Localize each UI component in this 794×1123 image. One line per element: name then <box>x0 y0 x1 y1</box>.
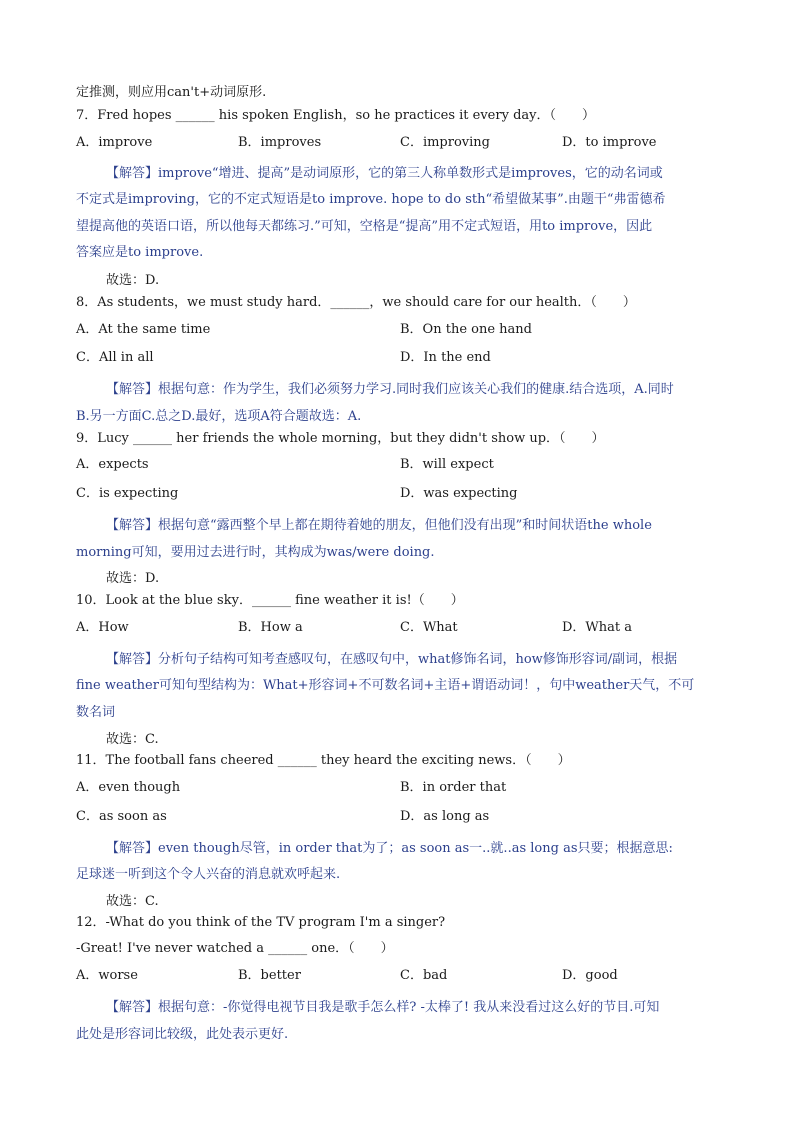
q7-option-b: B．improves <box>238 135 322 150</box>
q7-explanation-line: 望提高他的英语口语，所以他每天都练习.”可知，空格是“提高”用不定式短语，用to improve，因此 <box>76 219 653 234</box>
q10-option-c: C．What <box>400 620 458 635</box>
q11-explanation-line: 【解答】even though尽管，in order that为了；as soon as一..就..as long as只要；根据意思: <box>106 841 673 856</box>
q10-option-a: A．How <box>76 620 129 635</box>
q8-option-a: A．At the same time <box>76 322 211 337</box>
question-8-stem: 8．As students，we must study hard．______，we should care for our health．（ ） <box>76 295 636 310</box>
q8-option-c: C．All in all <box>76 350 154 365</box>
question-10-stem: 10．Look at the blue sky．______ fine weather it is!（ ） <box>76 593 464 608</box>
q8-option-b: B．On the one hand <box>400 322 532 337</box>
q11-option-a: A．even though <box>76 780 181 795</box>
q11-option-b: B．in order that <box>400 780 507 795</box>
q7-option-d: D．to improve <box>562 135 657 150</box>
q7-explanation-line: 答案应是to improve. <box>76 245 204 260</box>
question-11-stem: 11．The football fans cheered ______ they heard the exciting news．（ ） <box>76 753 571 768</box>
q9-option-c: C．is expecting <box>76 486 179 501</box>
q11-explanation-line: 足球迷一听到这个令人兴奋的消息就欢呼起来. <box>76 867 341 882</box>
q12-option-d: D．good <box>562 968 618 983</box>
q10-option-b: B．How a <box>238 620 303 635</box>
q11-option-c: C．as soon as <box>76 809 167 824</box>
q11-answer: 故选：C. <box>106 894 159 909</box>
q9-option-a: A．expects <box>76 457 149 472</box>
q9-explanation-line: 【解答】根据句意“露西整个早上都在期待着她的朋友，但他们没有出现”和时间状语the whole <box>106 518 652 533</box>
q12-option-a: A．worse <box>76 968 138 983</box>
q7-answer: 故选：D. <box>106 273 160 288</box>
intro-line: 定推测，则应用can't+动词原形. <box>76 85 267 100</box>
q9-explanation-line: morning可知，要用过去进行时，其构成为was/were doing. <box>76 545 435 560</box>
question-7-stem: 7．Fred hopes ______ his spoken English，so he practices it every day．（ ） <box>76 108 595 123</box>
q10-option-d: D．What a <box>562 620 633 635</box>
q10-explanation-line: fine weather可知句型结构为：What+形容词+不可数名词+主语+谓语动词！，句中weather天气，不可 <box>76 678 695 693</box>
question-12-stem-line2: -Great! I've never watched a ______ one．（ ） <box>76 941 394 956</box>
question-12-stem: 12．-What do you think of the TV program I'm a singer? <box>76 915 446 930</box>
q9-option-d: D．was expecting <box>400 486 518 501</box>
q10-explanation-line: 数名词 <box>76 705 116 720</box>
q12-explanation-line: 【解答】根据句意：-你觉得电视节目我是歌手怎么样? -太棒了! 我从来没看过这么好的节目.可知 <box>106 1000 660 1015</box>
q8-option-d: D．In the end <box>400 350 491 365</box>
q7-option-c: C．improving <box>400 135 490 150</box>
q9-answer: 故选：D. <box>106 571 160 586</box>
q7-explanation-line: 不定式是improving，它的不定式短语是to improve. hope to do sth“希望做某事”.由题干“弗雷德希 <box>76 192 666 207</box>
question-9-stem: 9．Lucy ______ her friends the whole morning，but they didn't show up．（ ） <box>76 431 605 446</box>
q10-answer: 故选：C. <box>106 732 159 747</box>
q10-explanation-line: 【解答】分析句子结构可知考查感叹句，在感叹句中，what修饰名词，how修饰形容词/副词，根据 <box>106 652 678 667</box>
q8-explanation-line: B.另一方面C.总之D.最好，选项A符合题故选：A. <box>76 409 362 424</box>
q12-explanation-line: 此处是形容词比较级，此处表示更好. <box>76 1027 289 1042</box>
q8-explanation-line: 【解答】根据句意：作为学生，我们必须努力学习.同时我们应该关心我们的健康.结合选项，A.同时 <box>106 382 674 397</box>
q11-option-d: D．as long as <box>400 809 490 824</box>
q7-option-a: A．improve <box>76 135 153 150</box>
q7-explanation-line: 【解答】improve“增进、提高”是动词原形，它的第三人称单数形式是improves，它的动名词或 <box>106 166 663 181</box>
q12-option-b: B．better <box>238 968 301 983</box>
q12-option-c: C．bad <box>400 968 448 983</box>
q9-option-b: B．will expect <box>400 457 494 472</box>
